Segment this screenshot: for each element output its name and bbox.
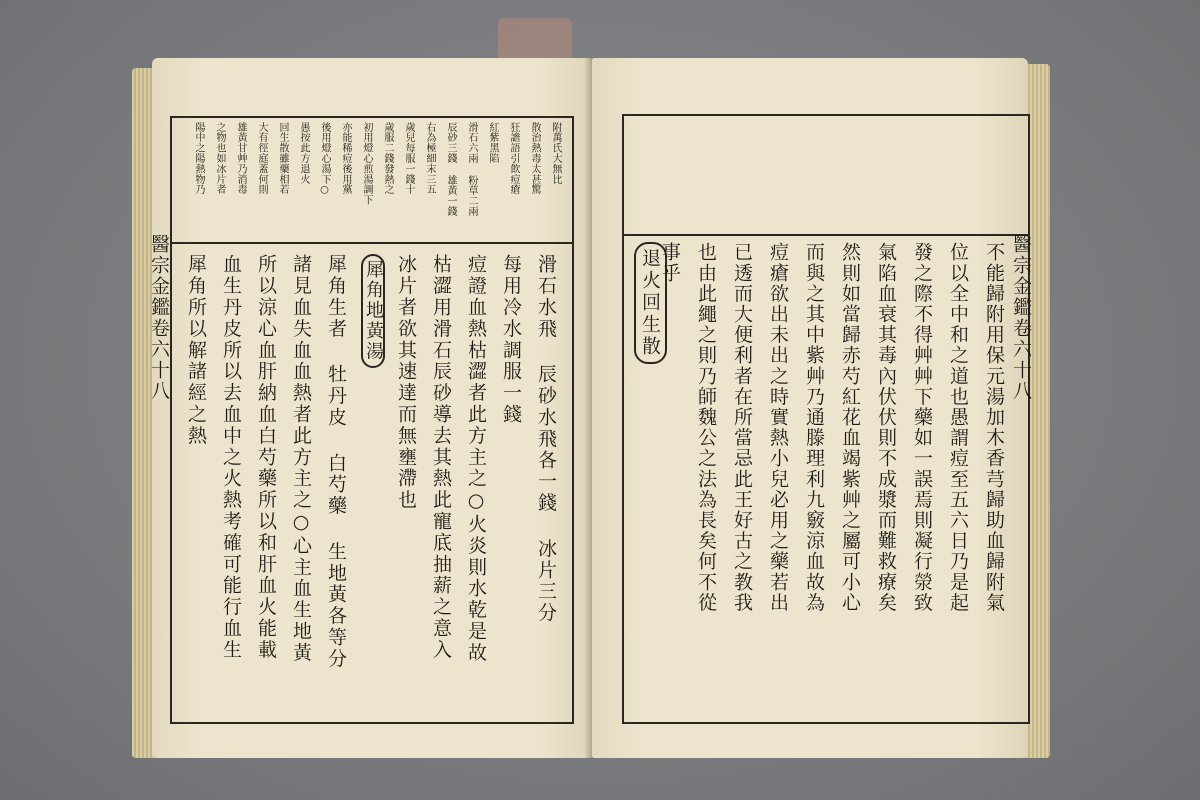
text-column: 冰片者欲其速達而無壅滯也: [395, 254, 417, 511]
annotation-column: 愚按此方退火: [298, 122, 309, 185]
annotation-column: 狂譫語引飲痘瘡: [508, 122, 519, 195]
text-column: 諸見血失血血熱者此方主之○心主血生地黃: [290, 254, 312, 664]
annotation-column: 歲兒每服一錢十: [403, 122, 414, 195]
annotation-column: 紅紫黑陷: [487, 122, 498, 164]
annotation-column: 回生散雖藥相若: [277, 122, 288, 195]
annotation-column: 滑石六兩 粉草二兩: [466, 122, 477, 217]
annotation-column: 亦能稀痘後用黨: [340, 122, 351, 195]
text-column: 所以涼心血肝納血白芍藥所以和肝血火能載: [255, 254, 277, 661]
text-column: 滑石水飛 辰砂水飛各一錢 冰片三分: [535, 254, 557, 624]
annotation-column: 初用燈心煎湯調下: [361, 122, 372, 206]
formula-title: 犀角地黃湯: [361, 254, 385, 368]
left-page: [148, 58, 592, 758]
text-column: 犀角所以解諸經之熱: [185, 254, 207, 447]
left-annotation-divider: [170, 242, 572, 244]
text-column: 發之際不得艸艸下藥如一誤焉則凝行滎致: [911, 242, 933, 613]
text-column: 事乎: [659, 242, 681, 284]
annotation-column: 陽中之陽熱物乃: [193, 122, 204, 195]
text-column: 已透而大便利者在所當忌此王好古之教我: [731, 242, 753, 613]
annotation-column: 雄黃甘艸乃消毒: [235, 122, 246, 195]
annotation-column: 之物也如冰片者: [214, 122, 225, 195]
text-column: 然則如當歸赤芍紅花血竭紫艸之屬可小心: [839, 242, 861, 613]
annotation-column: 散治熱毒太甚驚: [529, 122, 540, 195]
section-title: 退火回生散: [634, 242, 667, 364]
text-column: 氣陷血衰其毒內伏伏則不成漿而難救療矣: [875, 242, 897, 613]
annotation-column: 大有徑庭蓋何則: [256, 122, 267, 195]
right-header-divider: [622, 234, 1028, 236]
left-running-head: 醫宗金鑑卷六十八: [148, 234, 170, 402]
annotation-column: 右為極細末三五: [424, 122, 435, 195]
text-column: 也由此繩之則乃師魏公之法為長矣何不從: [695, 242, 717, 613]
open-book: [132, 58, 1050, 764]
text-column: 痘瘡欲出未出之時實熱小兒必用之藥若出: [767, 242, 789, 613]
text-column: 血生丹皮所以去血中之火熱考確可能行血生: [220, 254, 242, 661]
text-column: 枯澀用滑石辰砂導去其熱此寵底抽薪之意入: [430, 254, 452, 661]
right-page: [592, 58, 1032, 758]
text-column: 不能歸附用保元湯加木香芎歸助血歸附氣: [983, 242, 1005, 613]
text-column: 每用冷水調服一錢: [500, 254, 522, 426]
annotation-column: 後用燈心湯下○: [319, 122, 330, 196]
text-column: 痘證血熱枯澀者此方主之○火炎則水乾是故: [465, 254, 487, 664]
text-column: 而與之其中紫艸乃通滕理利九竅涼血故為: [803, 242, 825, 613]
right-running-head: 醫宗金鑑卷六十八: [1010, 234, 1032, 402]
annotation-column: 辰砂三錢 雄黃一錢: [445, 122, 456, 217]
annotation-column: 歲服二錢發熱之: [382, 122, 393, 195]
annotation-column: 附萬氏大無比: [550, 122, 561, 185]
text-column: 犀角生者 牡丹皮 白芍藥 生地黃各等分: [325, 254, 347, 670]
text-column: 位以全中和之道也愚謂痘至五六日乃是起: [947, 242, 969, 613]
